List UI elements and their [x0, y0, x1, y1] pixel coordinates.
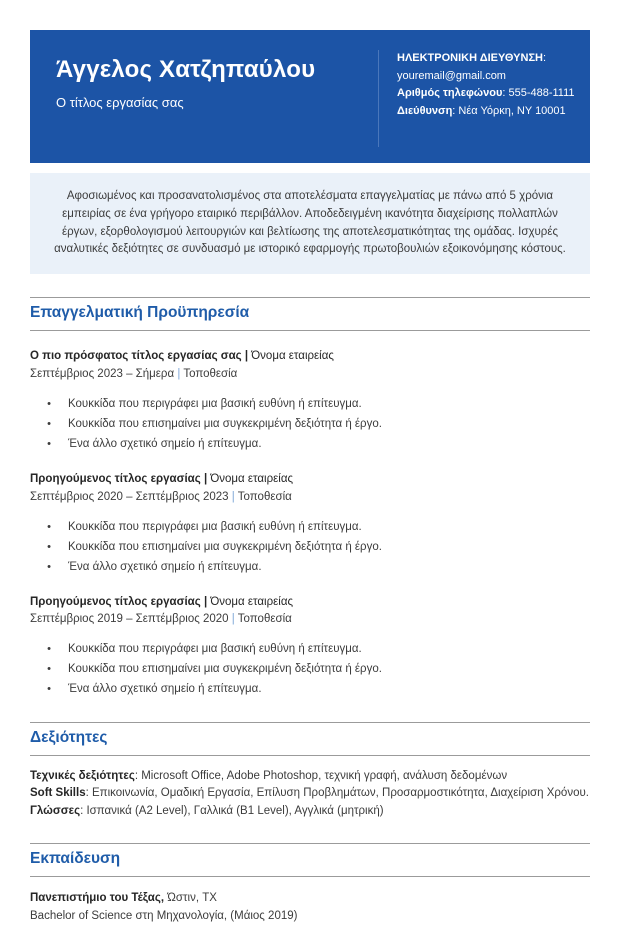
- bullet-text: Κουκκίδα που περιγράφει μια βασική ευθύνη ή επίτευγμα.: [68, 397, 362, 410]
- job-bullet-list: [30, 394, 590, 454]
- education-school-line: [30, 890, 590, 908]
- skill-line-technical: [30, 768, 590, 785]
- section-heading-experience: Επαγγελματική Προϋπηρεσία: [30, 297, 590, 331]
- job-entry: [30, 348, 590, 454]
- colon: :: [80, 804, 84, 817]
- colon: :: [452, 104, 456, 117]
- company-name: Όνομα εταιρείας: [210, 595, 294, 608]
- pipe-separator: |: [244, 350, 249, 363]
- job-entry: [30, 594, 590, 700]
- bullet-item: [30, 639, 590, 659]
- company-name: Όνομα εταιρείας: [251, 350, 334, 363]
- bullet-item: [30, 659, 590, 679]
- section-heading-skills: Δεξιότητες: [30, 722, 590, 756]
- email-label: ΗΛΕΚΤΡΟΝΙΚΗ ΔΙΕΥΘΥΝΣΗ: [397, 52, 544, 64]
- resume-body: [30, 297, 590, 925]
- address-label: Διεύθυνση: [397, 104, 453, 117]
- bullet-icon: [30, 414, 68, 434]
- job-location: Τοποθεσία: [237, 613, 292, 626]
- phone-value: 555-488-1111: [508, 87, 575, 100]
- job-date-line: [30, 366, 590, 384]
- school-name: Πανεπιστήμιο του Τέξας,: [30, 891, 165, 904]
- skill-label: Τεχνικές δεξιότητες: [30, 770, 135, 783]
- person-job-title: Ο τίτλος εργασίας σας: [56, 94, 184, 110]
- bullet-icon: [30, 434, 68, 454]
- skill-label: Γλώσσες: [30, 804, 81, 817]
- header-band: [30, 30, 590, 163]
- bullet-item: [30, 434, 590, 454]
- bullet-text: Ένα άλλο σχετικό σημείο ή επίτευγμα.: [68, 560, 262, 573]
- contact-address: [397, 103, 578, 121]
- skill-value: Ισπανικά (A2 Level), Γαλλικά (B1 Level), Αγγλικά (μητρική): [86, 804, 384, 817]
- contact-info: [378, 50, 578, 147]
- skill-value: Microsoft Office, Adobe Photoshop, τεχνική γραφή, ανάλυση δεδομένων: [141, 770, 508, 783]
- resume-document: [0, 30, 620, 922]
- skill-label: Soft Skills: [30, 787, 86, 800]
- bullet-icon: [30, 517, 68, 537]
- company-name: Όνομα εταιρείας: [210, 472, 294, 485]
- job-title: Ο πιο πρόσφατος τίτλος εργασίας σας: [30, 350, 242, 363]
- bullet-item: [30, 394, 590, 414]
- job-date-line: [30, 489, 590, 507]
- bullet-item: [30, 679, 590, 699]
- section-heading-education: Εκπαίδευση: [30, 843, 590, 877]
- bullet-text: Κουκκίδα που επισημαίνει μια συγκεκριμένη δεξιότητα ή έργο.: [68, 663, 382, 676]
- bullet-text: Κουκκίδα που επισημαίνει μια συγκεκριμένη δεξιότητα ή έργο.: [68, 417, 382, 430]
- address-value: Νέα Υόρκη, NY 10001: [458, 104, 566, 117]
- job-bullet-list: [30, 639, 590, 699]
- pipe-separator: |: [231, 490, 235, 503]
- education-entry: [30, 890, 590, 926]
- job-dates: Σεπτέμβριος 2020 – Σεπτέμβριος 2023: [30, 490, 229, 503]
- bullet-icon: [30, 537, 68, 557]
- person-name: Άγγελος Χατζηπαύλου: [56, 56, 316, 83]
- skill-line-languages: [30, 803, 590, 820]
- job-entry: [30, 471, 590, 577]
- job-title: Προηγούμενος τίτλος εργασίας: [30, 595, 201, 608]
- job-title-line: [30, 594, 590, 612]
- skill-value: Επικοινωνία, Ομαδική Εργασία, Επίλυση Προβλημάτων, Προσαρμοστικότητα, Διαχείριση Χρόνου.: [92, 787, 589, 800]
- contact-phone: [397, 85, 578, 103]
- contact-email: [397, 50, 578, 85]
- skills-list: [30, 768, 590, 820]
- school-location: Ώστιν, TX: [167, 891, 217, 904]
- phone-label: Αριθμός τηλεφώνου: [397, 87, 503, 100]
- bullet-icon: [30, 659, 68, 679]
- colon: :: [85, 787, 89, 800]
- colon: :: [543, 52, 547, 64]
- bullet-text: Ένα άλλο σχετικό σημείο ή επίτευγμα.: [68, 683, 262, 696]
- colon: :: [502, 87, 506, 100]
- bullet-text: Κουκκίδα που επισημαίνει μια συγκεκριμένη δεξιότητα ή έργο.: [68, 540, 382, 553]
- bullet-icon: [30, 679, 68, 699]
- job-location: Τοποθεσία: [237, 490, 292, 503]
- bullet-icon: [30, 639, 68, 659]
- bullet-item: [30, 414, 590, 434]
- bullet-text: Κουκκίδα που περιγράφει μια βασική ευθύνη ή επίτευγμα.: [68, 520, 362, 533]
- job-title: Προηγούμενος τίτλος εργασίας: [30, 472, 201, 485]
- bullet-icon: [30, 557, 68, 577]
- pipe-separator: |: [231, 613, 235, 626]
- skill-line-soft: [30, 785, 590, 802]
- bullet-icon: [30, 394, 68, 414]
- pipe-separator: |: [203, 595, 208, 608]
- education-degree-line: Bachelor of Science στη Μηχανολογία, (Μάιος 2019): [30, 909, 298, 922]
- job-dates: Σεπτέμβριος 2023 – Σήμερα: [30, 368, 175, 381]
- job-title-line: [30, 471, 590, 489]
- job-title-line: [30, 348, 590, 366]
- job-dates: Σεπτέμβριος 2019 – Σεπτέμβριος 2020: [30, 613, 229, 626]
- job-bullet-list: [30, 517, 590, 577]
- bullet-text: Κουκκίδα που περιγράφει μια βασική ευθύνη ή επίτευγμα.: [68, 643, 362, 656]
- email-value: youremail@gmail.com: [397, 69, 506, 82]
- job-date-line: [30, 611, 590, 629]
- bullet-item: [30, 517, 590, 537]
- bullet-item: [30, 557, 590, 577]
- professional-summary: Αφοσιωμένος και προσανατολισμένος στα αποτελέσματα επαγγελματίας με πάνω από 5 χρόνια εμπειρίας σε ένα γρήγορο εταιρικό περιβάλλον. Αποδεδειγμένη ικανότητα διαχείρισης πολλαπλών έργων, εξορθολογισμού λειτουργιών και βελτίωσης της αποτελεσματικότητας της ομάδας. Ισχυρές αναλυτικές δεξιότητες σε συνδυασμό με ιστορικό εφαρμογής πρωτοβουλιών εξοικονόμησης κόστους.: [30, 173, 590, 274]
- bullet-text: Ένα άλλο σχετικό σημείο ή επίτευγμα.: [68, 437, 262, 450]
- bullet-item: [30, 537, 590, 557]
- pipe-separator: |: [203, 472, 208, 485]
- colon: :: [134, 770, 139, 783]
- header-identity: [30, 30, 378, 163]
- job-location: Τοποθεσία: [183, 368, 238, 381]
- pipe-separator: |: [177, 368, 181, 381]
